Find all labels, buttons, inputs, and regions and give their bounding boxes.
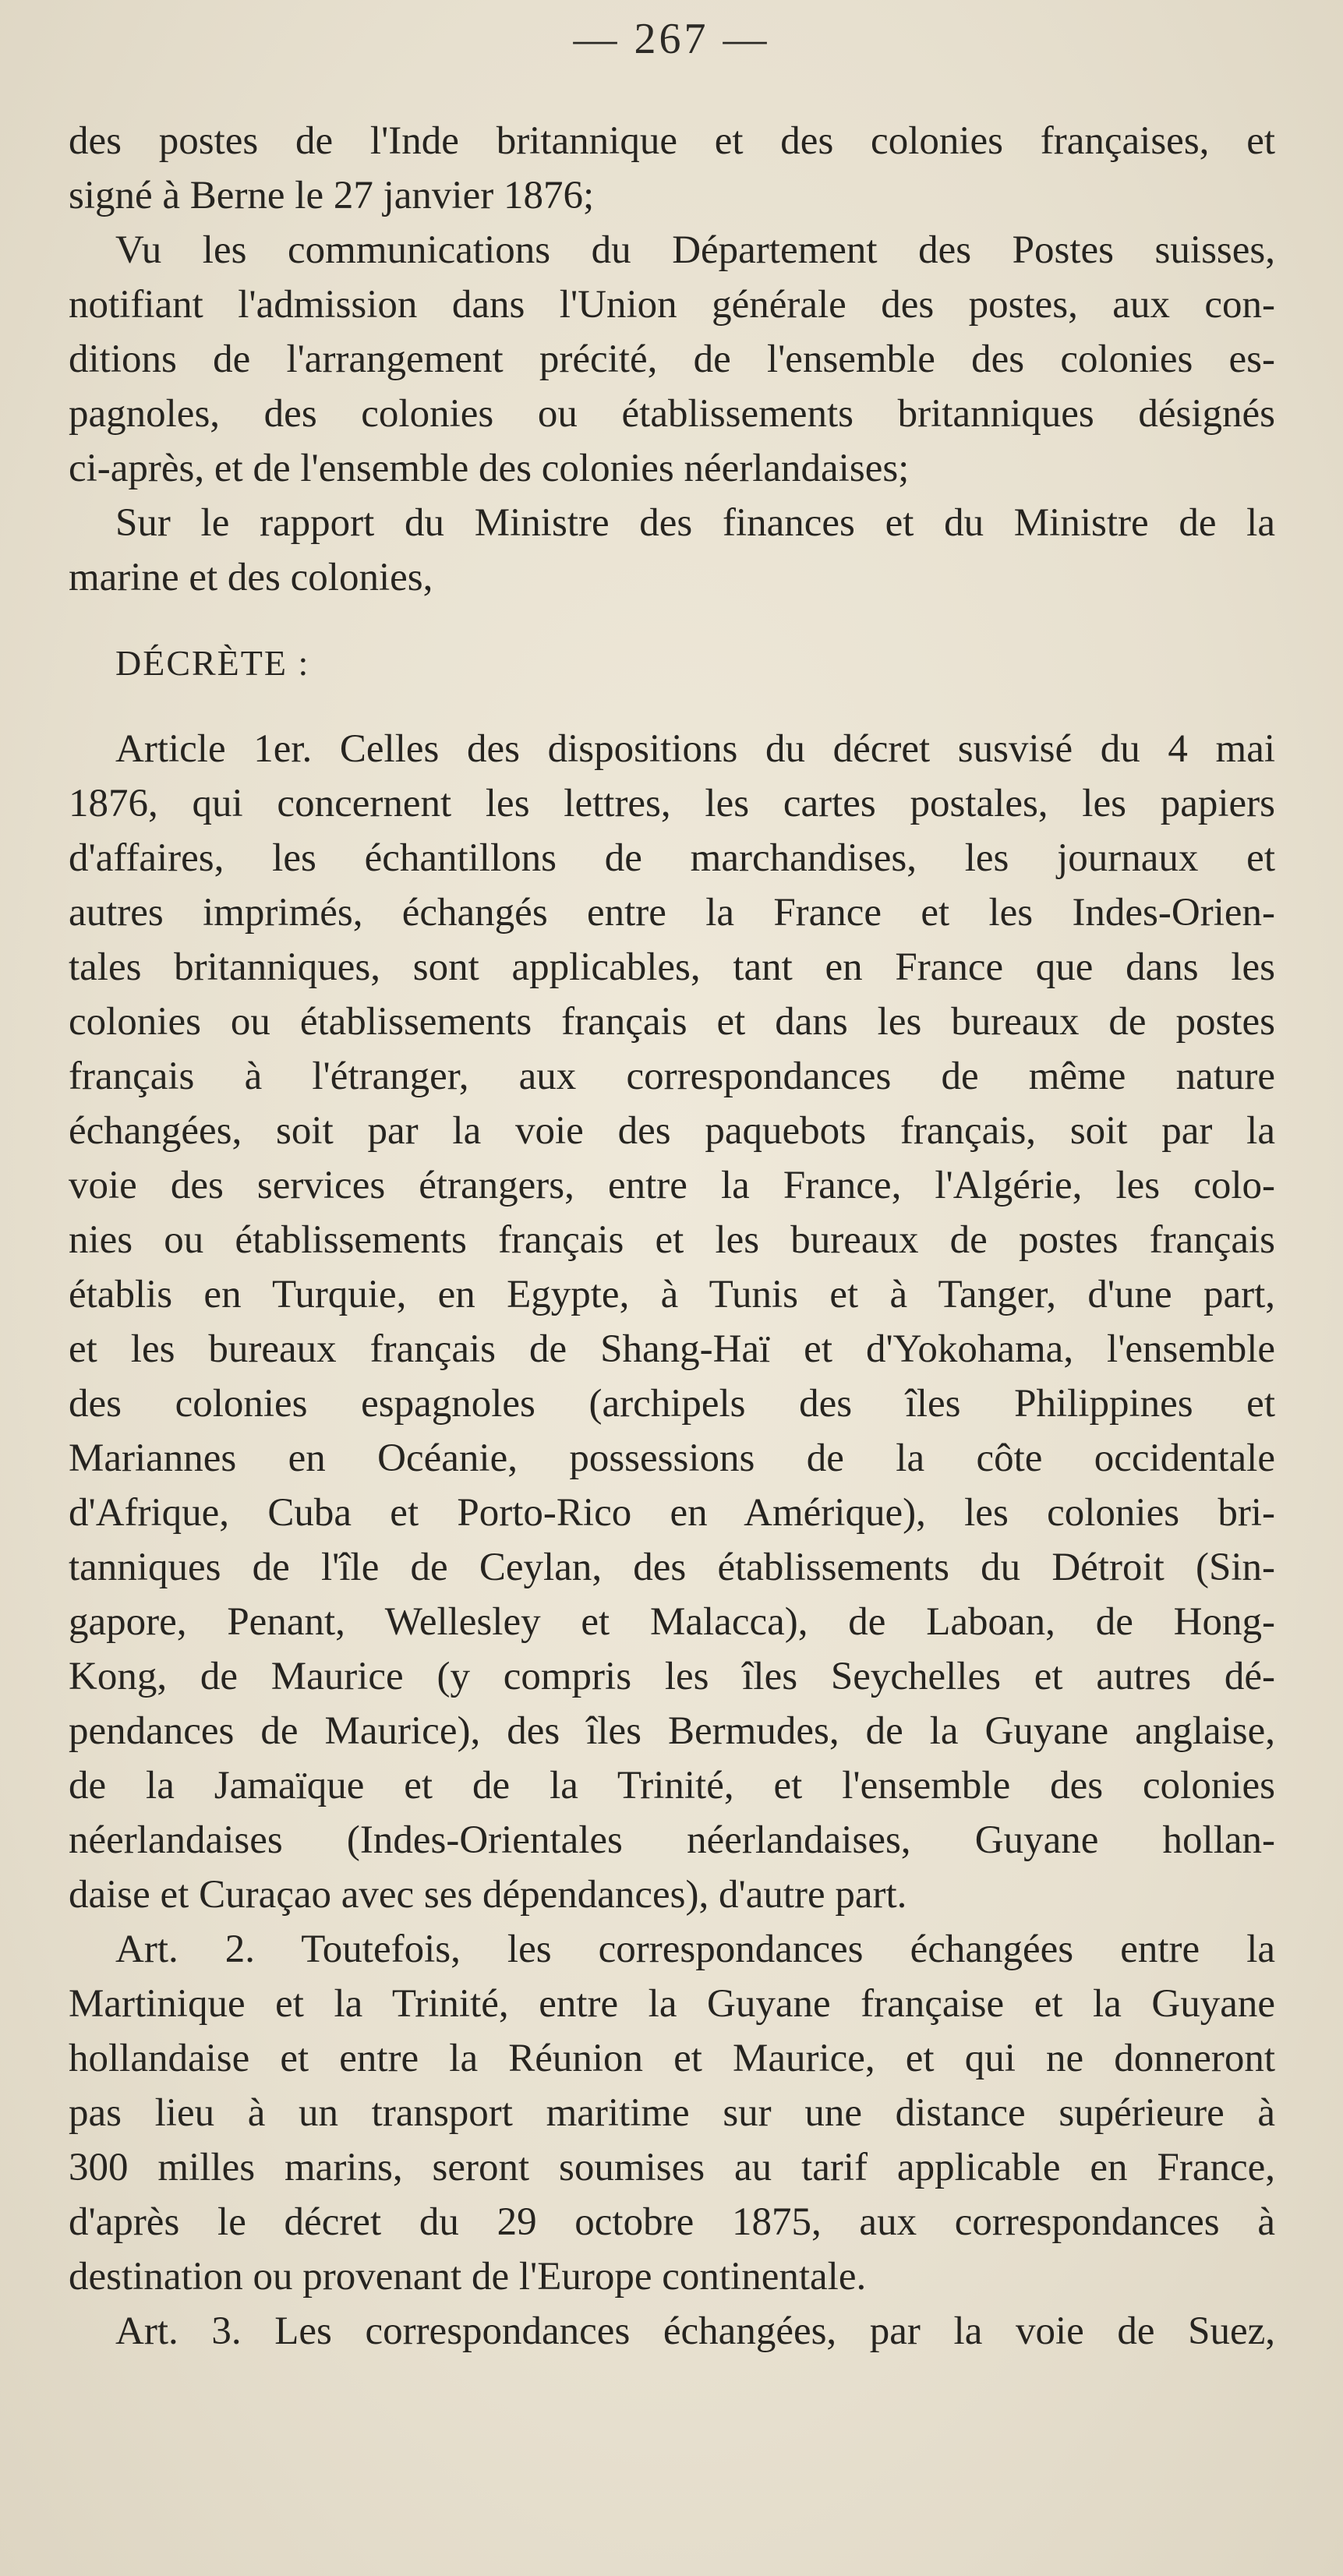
text-line: Mariannes en Océanie, possessions de la côte occidentale: [69, 1436, 1275, 1480]
text-line: nies ou établissements français et les bureaux de postes français: [69, 1218, 1275, 1262]
text-line: pas lieu à un transport maritime sur une distance supérieure à: [69, 2091, 1275, 2135]
text-line: ci-après, et de l'ensemble des colonies néerlandaises;: [69, 447, 910, 490]
text-line: français à l'étranger, aux correspondances de même nature: [69, 1055, 1275, 1098]
text-line: colonies ou établissements français et dans les bureaux de postes: [69, 1000, 1275, 1044]
text-line: d'affaires, les échantillons de marchandises, les journaux et: [69, 836, 1275, 880]
text-line: hollandaise et entre la Réunion et Maurice, et qui ne donneront: [69, 2037, 1275, 2080]
spacer: [69, 691, 1275, 722]
text-line: tales britanniques, sont applicables, tant en France que dans les: [69, 945, 1275, 989]
text-line: marine et des colonies,: [69, 556, 433, 599]
page-body: [69, 114, 1275, 2359]
text-line: de la Jamaïque et de la Trinité, et l'ensemble des colonies: [69, 1764, 1275, 1807]
text-line: d'Afrique, Cuba et Porto-Rico en Amérique), les colonies bri-: [69, 1491, 1275, 1535]
text-line: établis en Turquie, en Egypte, à Tunis et à Tanger, d'une part,: [69, 1273, 1275, 1316]
text-line: échangées, soit par la voie des paquebots français, soit par la: [69, 1109, 1275, 1153]
paragraph-preamble-continuation: [69, 114, 1275, 223]
text-line: Kong, de Maurice (y compris les îles Seychelles et autres dé-: [69, 1655, 1275, 1698]
text-line: des colonies espagnoles (archipels des îles Philippines et: [69, 1382, 1275, 1426]
text-line: Sur le rapport du Ministre des finances et du Ministre de la: [115, 501, 1275, 545]
text-line: daise et Curaçao avec ses dépendances), d'autre part.: [69, 1873, 907, 1917]
text-line: autres imprimés, échangés entre la France et les Indes-Orien-: [69, 891, 1275, 935]
article-1: [69, 722, 1275, 1922]
text-line: 300 milles marins, seront soumises au tarif applicable en France,: [69, 2146, 1275, 2189]
text-line: néerlandaises (Indes-Orientales néerlandaises, Guyane hollan-: [69, 1818, 1275, 1862]
paragraph-sur-le-rapport: [69, 496, 1275, 605]
text-line: pagnoles, des colonies ou établissements britanniques désignés: [69, 392, 1275, 436]
article-2: [69, 1922, 1275, 2304]
text-line: ditions de l'arrangement précité, de l'ensemble des colonies es-: [69, 337, 1275, 381]
text-line: Vu les communications du Département des Postes suisses,: [115, 228, 1275, 272]
decree-heading: DÉCRÈTE :: [115, 643, 310, 683]
spacer: [69, 605, 1275, 636]
text-line: notifiant l'admission dans l'Union générale des postes, aux con-: [69, 283, 1275, 327]
paragraph-vu-communications: [69, 223, 1275, 496]
text-line: signé à Berne le 27 janvier 1876;: [69, 174, 595, 217]
text-line: tanniques de l'île de Ceylan, des établissements du Détroit (Sin-: [69, 1546, 1275, 1589]
text-line: Martinique et la Trinité, entre la Guyane française et la Guyane: [69, 1982, 1275, 2026]
text-line: pendances de Maurice), des îles Bermudes, de la Guyane anglaise,: [69, 1709, 1275, 1753]
text-line: et les bureaux français de Shang-Haï et d'Yokohama, l'ensemble: [69, 1327, 1275, 1371]
text-line: destination ou provenant de l'Europe continentale.: [69, 2255, 867, 2299]
text-line: d'après le décret du 29 octobre 1875, aux correspondances à: [69, 2200, 1275, 2244]
text-line: Article 1er. Celles des dispositions du décret susvisé du 4 mai: [115, 727, 1275, 771]
page-number: — 267 —: [573, 15, 770, 63]
text-line: gapore, Penant, Wellesley et Malacca), de Laboan, de Hong-: [69, 1600, 1275, 1644]
text-line: Art. 3. Les correspondances échangées, par la voie de Suez,: [115, 2309, 1275, 2353]
text-line: 1876, qui concernent les lettres, les cartes postales, les papiers: [69, 782, 1275, 825]
article-3: [69, 2304, 1275, 2359]
text-line: des postes de l'Inde britannique et des colonies françaises, et: [69, 119, 1275, 163]
text-line: voie des services étrangers, entre la France, l'Algérie, les colo-: [69, 1164, 1275, 1207]
text-line: Art. 2. Toutefois, les correspondances échangées entre la: [115, 1928, 1275, 1971]
